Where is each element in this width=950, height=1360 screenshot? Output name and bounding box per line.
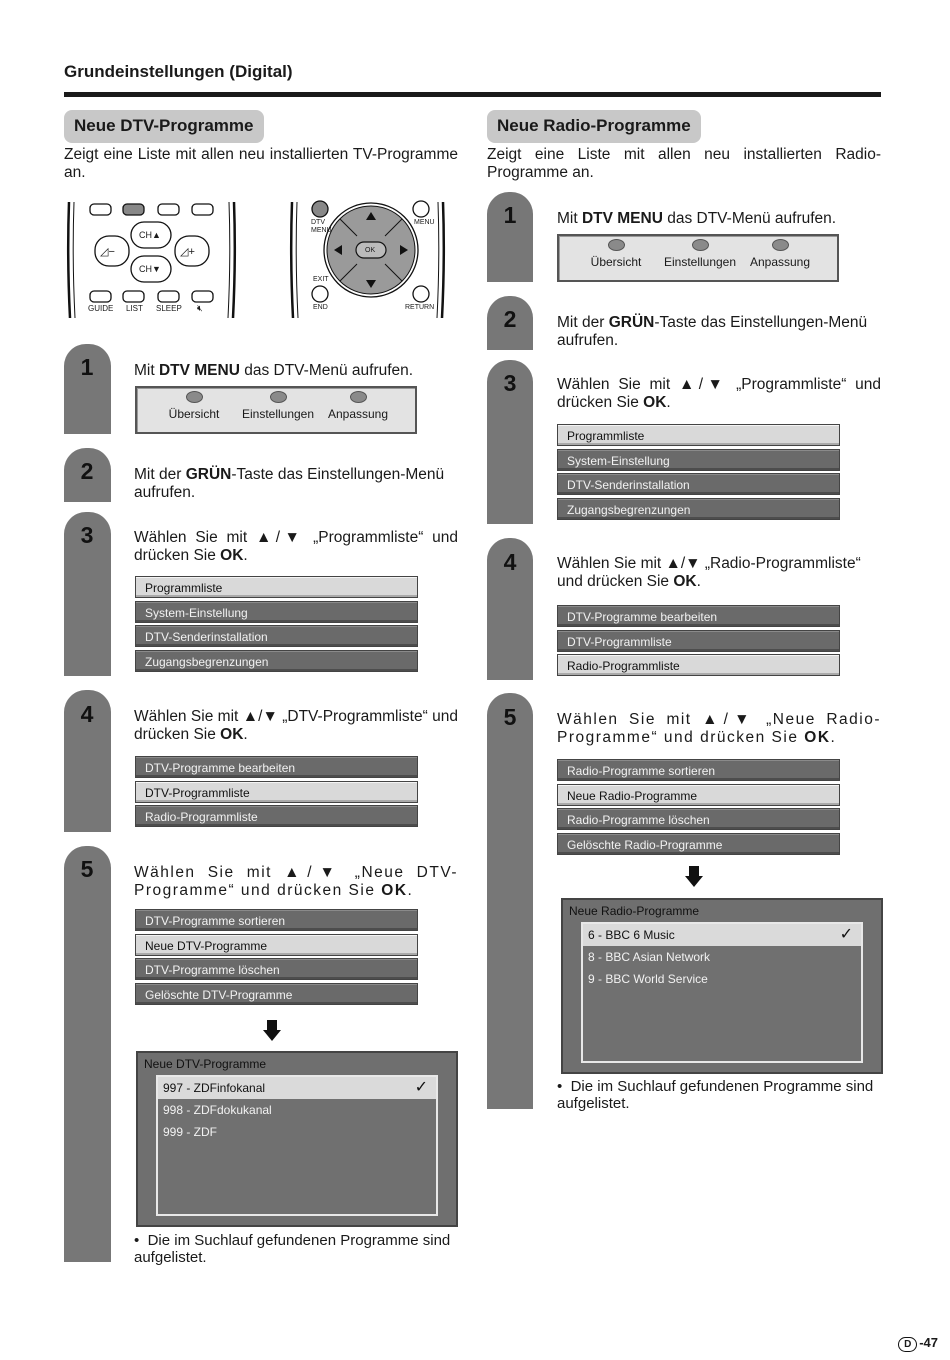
programme-list: [156, 1075, 438, 1216]
menu-item[interactable]: DTV-Senderinstallation: [557, 473, 840, 495]
blue-button-icon: [772, 239, 789, 251]
step-text: Mit DTV MENU das DTV-Menü aufrufen.: [134, 362, 414, 379]
menu-tab-overview[interactable]: Übersicht: [581, 239, 651, 269]
menu-item[interactable]: Gelöschte DTV-Programme: [135, 983, 418, 1005]
programme-entry[interactable]: 9 - BBC World Service: [588, 972, 708, 986]
menu-item[interactable]: Radio-Programme sortieren: [557, 759, 840, 781]
remote-illustration-right: [288, 198, 448, 320]
menu-item[interactable]: Zugangsbegrenzungen: [557, 498, 840, 520]
menu-tab-adjust[interactable]: Anpassung: [745, 239, 815, 269]
step-number: 2: [80, 458, 94, 484]
step-number: 2: [503, 306, 517, 332]
red-button-icon: [186, 391, 203, 403]
menu-item[interactable]: Radio-Programmliste: [135, 805, 418, 827]
programmliste-menu-list: [557, 605, 840, 679]
check-icon: ✓: [839, 926, 853, 943]
ok-label: OK: [365, 247, 376, 254]
menu-tab-overview[interactable]: Übersicht: [159, 391, 229, 421]
menu-item[interactable]: DTV-Programme löschen: [135, 958, 418, 980]
menu-item[interactable]: DTV-Programme bearbeiten: [135, 756, 418, 778]
remote-illustration-left: [64, 198, 242, 320]
window-title: Neue DTV-Programme: [144, 1057, 267, 1071]
programme-entry[interactable]: 997 - ZDFinfokanal ✓: [158, 1077, 436, 1099]
menu-label: MENU: [414, 219, 435, 226]
menu-item[interactable]: Radio-Programme löschen: [557, 808, 840, 830]
menu-item[interactable]: DTV-Programmliste: [135, 781, 418, 803]
ch-up-label: CH▲: [139, 230, 161, 240]
vol-minus-label: ◿−: [100, 246, 115, 258]
step-text: Wählen Sie mit ▲/▼ „Programmliste“ und drücken Sie OK.: [134, 529, 458, 564]
guide-label: GUIDE: [88, 304, 114, 313]
menu-item[interactable]: DTV-Senderinstallation: [135, 625, 418, 647]
return-label: RETURN: [405, 304, 435, 311]
programme-entry[interactable]: 6 - BBC 6 Music ✓: [583, 924, 861, 946]
dtv-menu-bar: [557, 234, 839, 282]
dtv-menu-label: DTV MENU: [311, 219, 332, 234]
menu-item[interactable]: System-Einstellung: [557, 449, 840, 471]
menu-tab-settings[interactable]: Einstellungen: [663, 239, 737, 269]
step-number: 4: [80, 701, 94, 727]
step-number: 3: [503, 370, 517, 396]
step-text: Wählen Sie mit ▲/▼ „Neue DTV-Programme“ und drücken Sie OK.: [134, 864, 458, 899]
red-button-icon: [608, 239, 625, 251]
intro-radio: Zeigt eine Liste mit allen neu installierten Radio-Programme an.: [487, 146, 881, 181]
blue-button-icon: [350, 391, 367, 403]
ch-down-label: CH▼: [139, 264, 161, 274]
step-number: 1: [80, 354, 94, 380]
menu-item[interactable]: Zugangsbegrenzungen: [135, 650, 418, 672]
step-band-5: [487, 693, 533, 1109]
step-text: Wählen Sie mit ▲/▼ „DTV-Programmliste“ und drücken Sie OK.: [134, 708, 458, 743]
new-dtv-programmes-window: [136, 1051, 458, 1227]
menu-item[interactable]: Neue Radio-Programme: [557, 784, 840, 806]
menu-item[interactable]: Programmliste: [557, 424, 840, 446]
step-text: Mit der GRÜN-Taste das Einstellungen-Menü aufrufen.: [557, 314, 868, 349]
sleep-label: SLEEP: [156, 304, 182, 313]
menu-item[interactable]: Programmliste: [135, 576, 418, 598]
down-arrow-icon: [687, 866, 701, 887]
dtv-menu-bar: [135, 386, 417, 434]
list-label: LIST: [126, 304, 143, 313]
section-title-dtv: Neue DTV-Programme: [64, 110, 264, 143]
check-icon: ✓: [414, 1079, 428, 1096]
remote-buttons-drawing: [64, 198, 242, 320]
menu-item[interactable]: DTV-Programmliste: [557, 630, 840, 652]
step-text: Wählen Sie mit ▲/▼ „Neue Radio-Programme“ und drücken Sie OK.: [557, 711, 881, 746]
settings-menu-list: [135, 576, 418, 674]
remote-dpad-drawing: [288, 198, 448, 320]
step-band-5: [64, 846, 111, 1262]
menu-item[interactable]: Gelöschte Radio-Programme: [557, 833, 840, 855]
programme-entry[interactable]: 998 - ZDFdokukanal: [163, 1103, 272, 1117]
new-radio-programmes-window: [561, 898, 883, 1074]
settings-menu-list: [557, 424, 840, 522]
programmliste-menu-list: [135, 756, 418, 830]
step-number: 3: [80, 522, 94, 548]
step-text: Wählen Sie mit ▲/▼ „Programmliste“ und drücken Sie OK.: [557, 376, 881, 411]
step-number: 5: [503, 704, 517, 730]
page-number: D -47: [898, 1335, 938, 1352]
green-button-icon: [270, 391, 287, 403]
down-arrow-icon: [265, 1020, 279, 1041]
step-text: Mit der GRÜN-Taste das Einstellungen-Menü aufrufen.: [134, 466, 445, 501]
step-number: 1: [503, 202, 517, 228]
step-text: Mit DTV MENU das DTV-Menü aufrufen.: [557, 210, 837, 227]
radio-programmliste-menu-list: [557, 759, 840, 857]
section-title-radio: Neue Radio-Programme: [487, 110, 701, 143]
step-text: Wählen Sie mit ▲/▼ „Radio-Programmliste“ und drücken Sie OK.: [557, 555, 861, 590]
region-mark: D: [898, 1337, 917, 1352]
window-title: Neue Radio-Programme: [569, 904, 700, 918]
menu-item[interactable]: DTV-Programme bearbeiten: [557, 605, 840, 627]
exit-label: EXIT: [313, 276, 329, 283]
page-heading: Grundeinstellungen (Digital): [64, 62, 293, 81]
mute-icon: 🔇︎: [197, 303, 203, 313]
menu-item[interactable]: Neue DTV-Programme: [135, 934, 418, 956]
green-button-icon: [692, 239, 709, 251]
programme-list: [581, 922, 863, 1063]
step-number: 4: [503, 549, 517, 575]
heading-rule: [64, 92, 881, 97]
programme-entry[interactable]: 8 - BBC Asian Network: [588, 950, 711, 964]
dtv-programmliste-menu-list: [135, 909, 418, 1007]
menu-item[interactable]: Radio-Programmliste: [557, 654, 840, 676]
note-dtv: • Die im Suchlauf gefundenen Programme sind aufgelistet.: [134, 1232, 451, 1266]
vol-plus-label: ◿+: [180, 246, 195, 258]
end-label: END: [313, 304, 328, 311]
menu-tab-adjust[interactable]: Anpassung: [323, 391, 393, 421]
step-number: 5: [80, 856, 94, 882]
menu-item[interactable]: DTV-Programme sortieren: [135, 909, 418, 931]
programme-entry[interactable]: 999 - ZDF: [163, 1125, 218, 1139]
menu-item[interactable]: System-Einstellung: [135, 601, 418, 623]
menu-tab-settings[interactable]: Einstellungen: [241, 391, 315, 421]
note-radio: • Die im Suchlauf gefundenen Programme sind aufgelistet.: [557, 1078, 874, 1112]
intro-dtv: Zeigt eine Liste mit allen neu installierten TV-Programme an.: [64, 146, 458, 181]
